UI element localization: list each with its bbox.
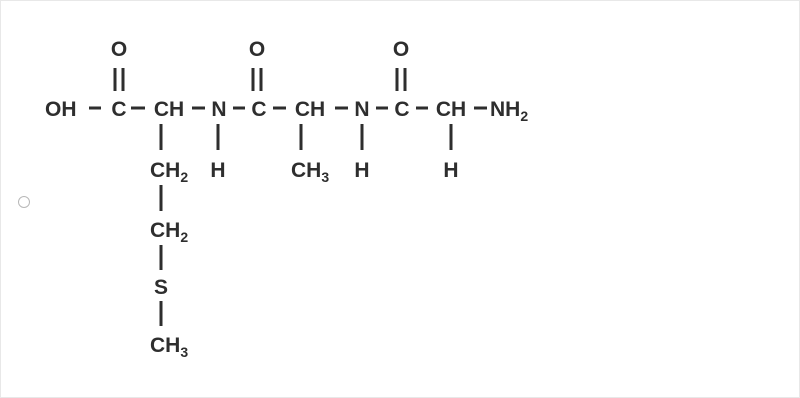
hydrogen-n2: H	[354, 159, 370, 182]
methyl-group-alanine: CH3	[291, 159, 330, 185]
oxygen-c3: O	[392, 38, 410, 61]
methylene-group-1: CH2	[150, 159, 189, 185]
sulfur-atom: S	[153, 276, 169, 299]
amide-nitrogen-1: N	[211, 98, 227, 121]
oxygen-c1: O	[110, 38, 128, 61]
alpha-carbon-2: CH	[294, 98, 326, 121]
hydrogen-alpha-3: H	[443, 159, 459, 182]
alpha-carbon-3: CH	[435, 98, 467, 121]
alpha-carbon-1: CH	[153, 98, 185, 121]
carbonyl-carbon-1: C	[111, 98, 127, 121]
carbonyl-carbon-3: C	[394, 98, 410, 121]
amino-group: NH2	[490, 98, 529, 124]
hydroxyl-group: OH	[45, 98, 77, 121]
amide-nitrogen-2: N	[354, 98, 370, 121]
oxygen-c2: O	[248, 38, 266, 61]
methylene-group-2: CH2	[150, 219, 189, 245]
terminal-methyl-group: CH3	[150, 334, 189, 360]
hydrogen-n1: H	[210, 159, 226, 182]
carbonyl-carbon-2: C	[251, 98, 267, 121]
